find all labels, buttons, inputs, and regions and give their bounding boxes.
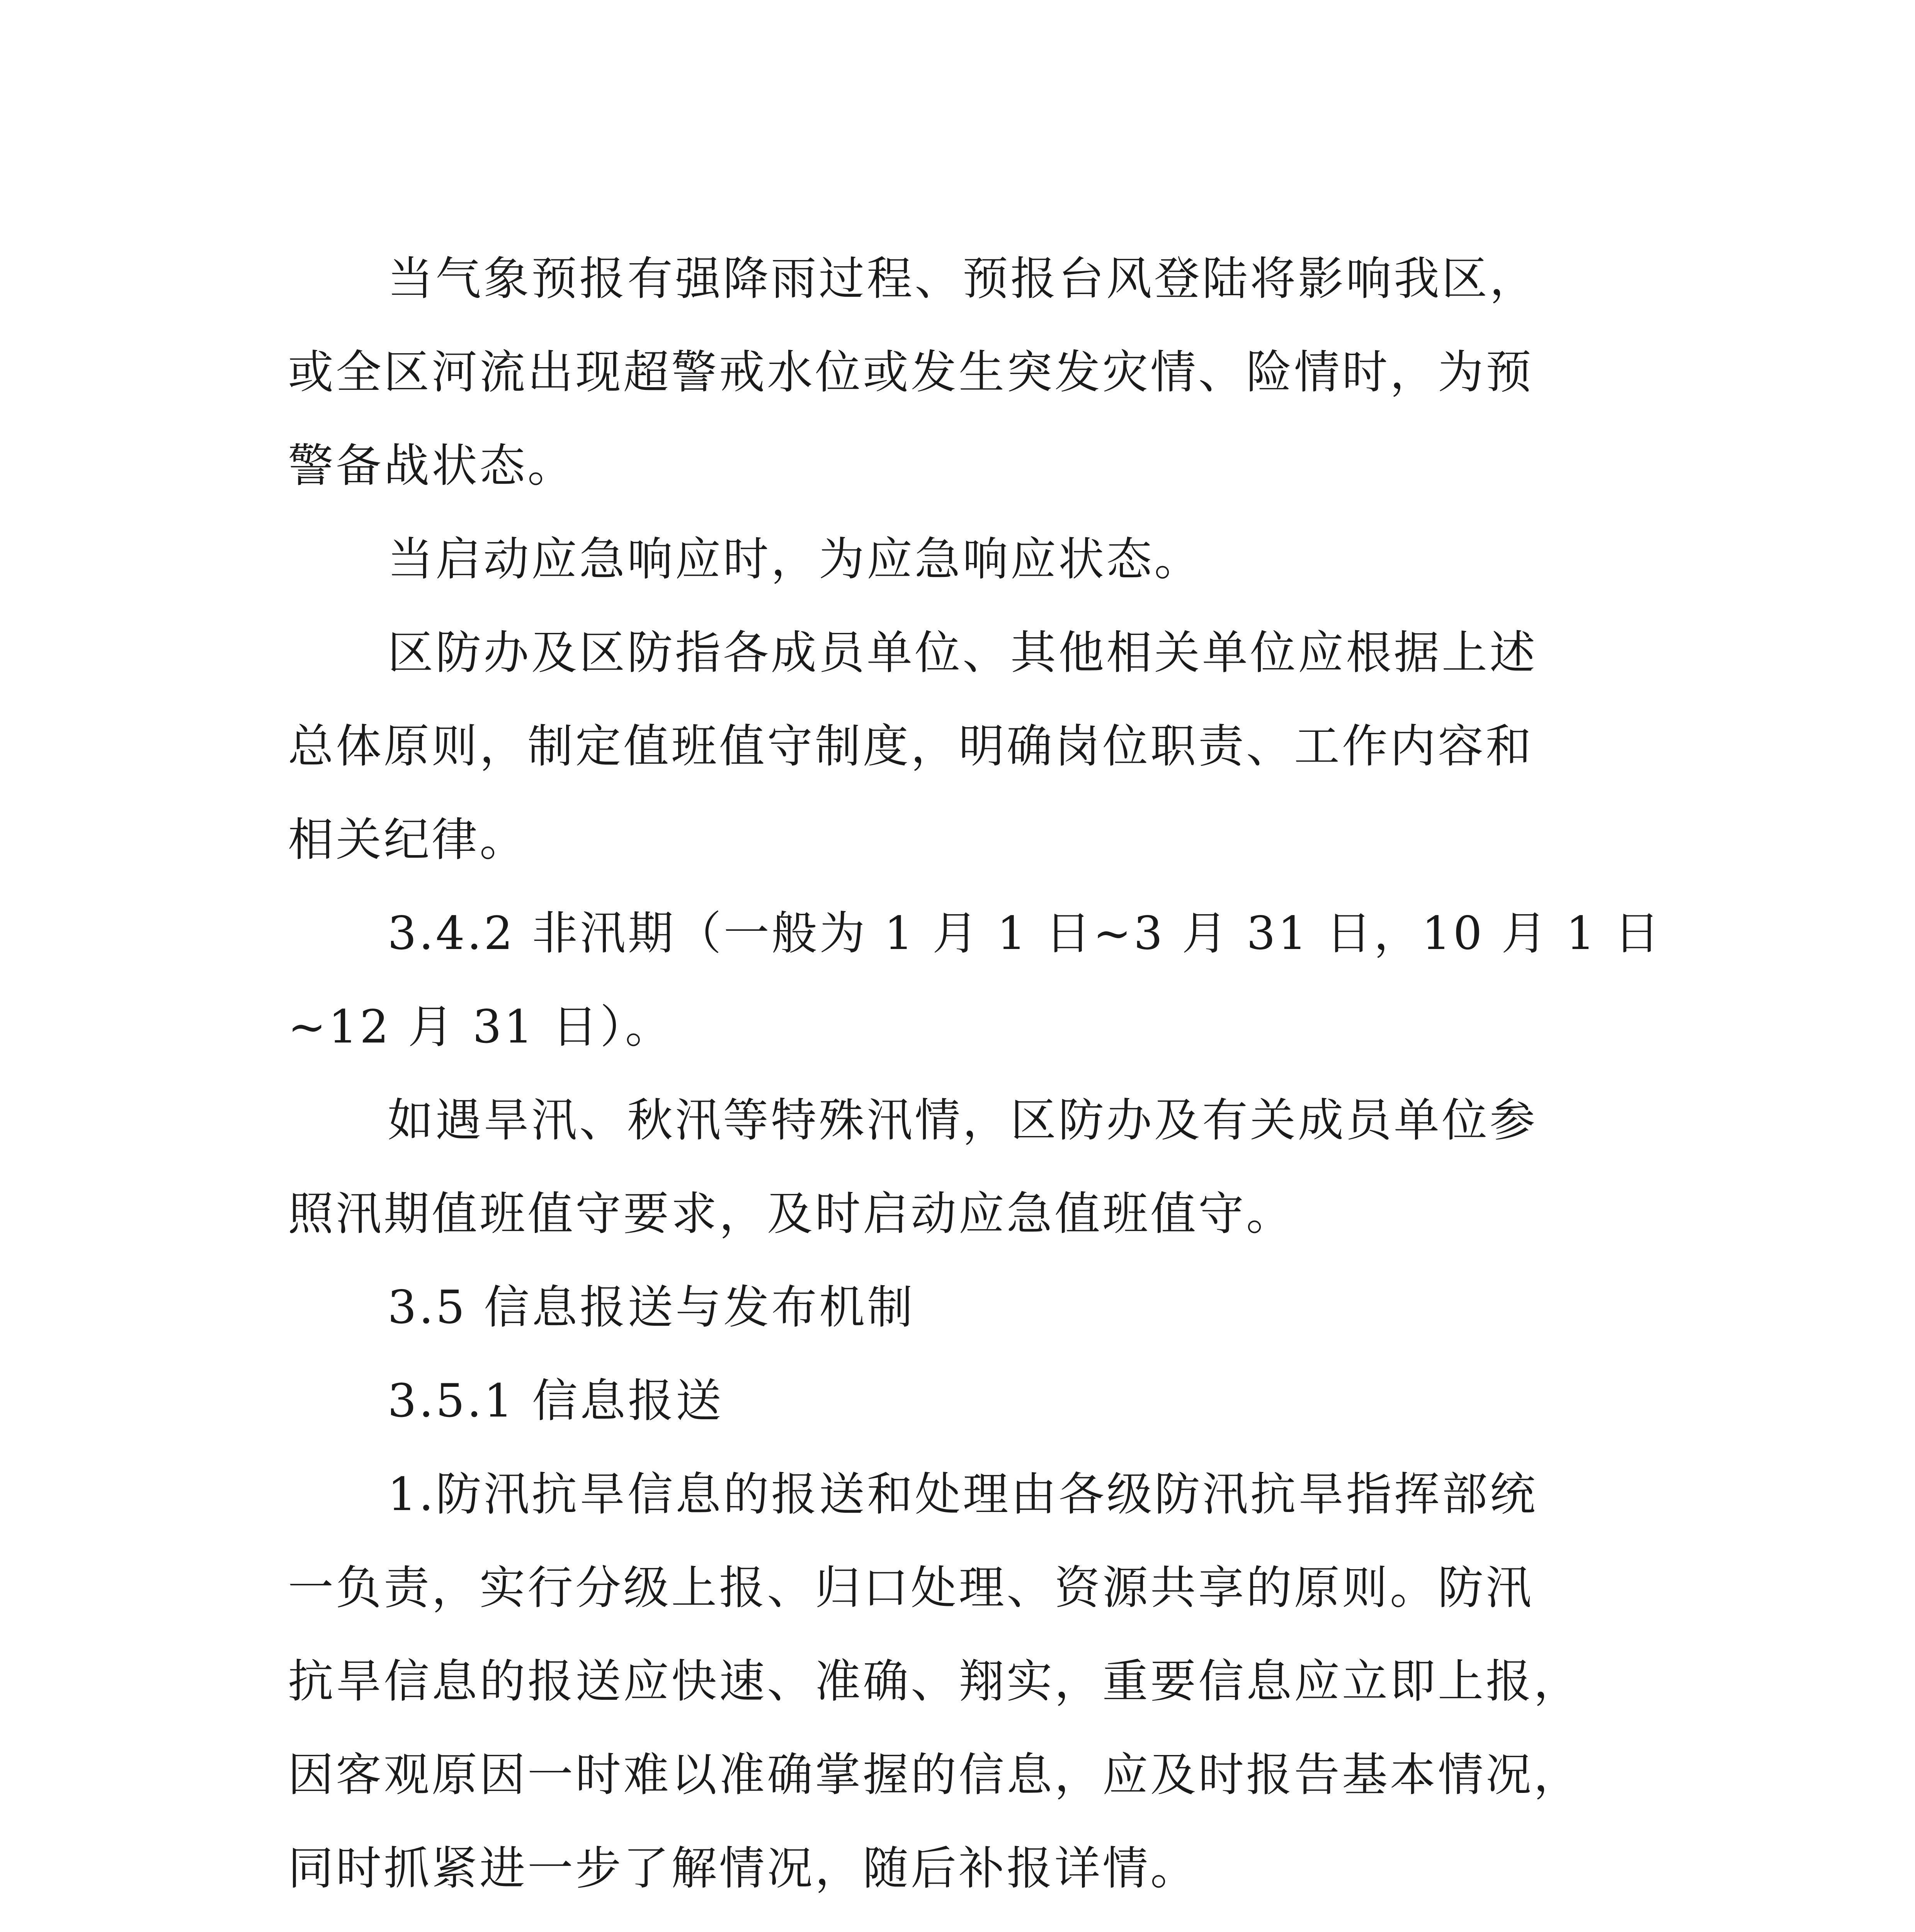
- text-line: 当气象预报有强降雨过程、预报台风登陆将影响我区，: [388, 252, 1538, 305]
- text-line: 3.4.2 非汛期（一般为 1 月 1 日~3 月 31 日，10 月 1 日: [388, 906, 1662, 960]
- text-line: 区防办及区防指各成员单位、其他相关单位应根据上述: [388, 626, 1538, 679]
- paragraph-duty-system: [288, 606, 1640, 886]
- text-line: 一负责，实行分级上报、归口处理、资源共享的原则。防汛: [288, 1561, 1534, 1614]
- text-line: 1.防汛抗旱信息的报送和处理由各级防汛抗旱指挥部统: [388, 1468, 1538, 1521]
- paragraph-warning-status: [288, 232, 1640, 512]
- text-line: 3.5 信息报送与发布机制: [388, 1281, 915, 1334]
- text-line: 照汛期值班值守要求，及时启动应急值班值守。: [288, 1187, 1294, 1240]
- text-line: 总体原则，制定值班值守制度，明确岗位职责、工作内容和: [288, 719, 1534, 773]
- paragraph-item-2: [288, 1915, 1640, 1932]
- text-line: 如遇旱汛、秋汛等特殊汛情，区防办及有关成员单位参: [388, 1094, 1538, 1147]
- text-line: 因客观原因一时难以准确掌握的信息，应及时报告基本情况，: [288, 1748, 1582, 1801]
- text-line: 警备战状态。: [288, 439, 576, 492]
- text-line: 3.5.1 信息报送: [388, 1374, 724, 1427]
- document-body: [288, 232, 1662, 1932]
- section-heading-3-5: [288, 1260, 1640, 1354]
- section-heading-3-5-1: [288, 1354, 1640, 1447]
- text-line: ~12 月 31 日）。: [288, 1000, 673, 1053]
- section-heading-3-4-2: [288, 886, 1662, 1073]
- text-line: 同时抓紧进一步了解情况，随后补报详情。: [288, 1842, 1199, 1895]
- text-line: 抗旱信息的报送应快速、准确、翔实，重要信息应立即上报，: [288, 1655, 1582, 1708]
- text-line: [288, 1915, 1640, 1932]
- paragraph-item-1: [288, 1447, 1640, 1915]
- paragraph-emergency-status: [288, 512, 1640, 606]
- paragraph-special-flood: [288, 1073, 1640, 1260]
- text-line: 或全区河流出现超警戒水位或发生突发灾情、险情时，为预: [288, 345, 1534, 399]
- text-line: 相关纪律。: [288, 813, 528, 866]
- text-line: 当启动应急响应时，为应急响应状态。: [388, 532, 1202, 586]
